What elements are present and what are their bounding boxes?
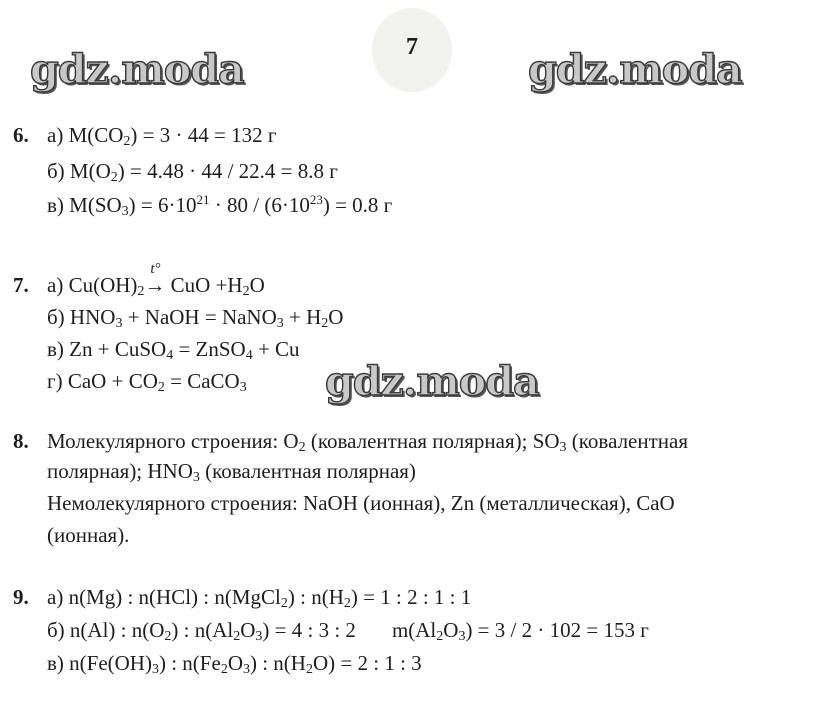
task6-line-b: б) $M(O_2) = 4.48 \cdot 44 / 22.4 = 8.8$ г xyxy=(47,159,338,185)
task8-line-1: Молекулярного строения: $O_2$ (ковалентная полярная); $SO_3$ (ковалентная xyxy=(47,429,689,455)
task9-line-v: в) $n(Fe(OH)_3)$ : $n(Fe_2O_3)$ : $n(H_2O) = 2$ : 1 : 3 xyxy=(47,651,422,677)
task8-line-2: полярная); $HNO_3$ (ковалентная полярная) xyxy=(47,459,416,485)
arrow-icon: → xyxy=(144,273,166,297)
watermark-logo: gdz.moda xyxy=(325,358,539,405)
task9-line-a: а) n(Mg) : n(HCl) : n(MgCl$_2$) : $n(H_2) = 1$ : 2 : 1 : 1 xyxy=(47,585,472,611)
task9-line-b: б) n(Al) : $n(O_2)$ : $n(Al_2O_3) = 4$ : 3 : 2 $m(Al_2O_3) = 3 / 2 \cdot 102 = 153$ г xyxy=(47,618,649,644)
temperature-label: t° xyxy=(150,261,161,277)
task7-line-a: а) $Cu(OH)_2$ t° → CuO $+H_2O$ xyxy=(47,272,265,298)
task6-line-a: а) $M(CO_2) = 3 \cdot 44 = 132$ г xyxy=(47,123,277,149)
task7-line-g: г) CaO + $CO_2$ = CaCO$_3$ xyxy=(47,369,247,395)
task-number: 6. xyxy=(13,123,29,147)
task-number: 8. xyxy=(13,429,29,453)
task-number: 9. xyxy=(13,585,29,609)
page-number: 7 xyxy=(406,34,418,60)
heat-arrow xyxy=(144,261,166,298)
task8-line-4: (ионная). xyxy=(47,523,130,547)
task6-line-v: в) $M(SO_3) = 6\cdot 10^{21} \cdot 80 / (6\cdot 10^{23}) = 0.8$ г xyxy=(47,192,393,219)
watermark-logo: gdz.moda xyxy=(30,46,244,93)
task7-line-v: в) Zn + CuSO$_4$ = ZnSO$_4$ + Cu xyxy=(47,337,300,363)
task7-line-b: б) $HNO_3$ + NaOH = NaNO$_3$ + $H_2O$ xyxy=(47,305,344,331)
task-number: 7. xyxy=(13,273,29,297)
watermark-logo: gdz.moda xyxy=(528,46,742,93)
task8-line-3: Немолекулярного строения: NaOH (ионная), Zn (металлическая), CaO xyxy=(47,491,675,515)
